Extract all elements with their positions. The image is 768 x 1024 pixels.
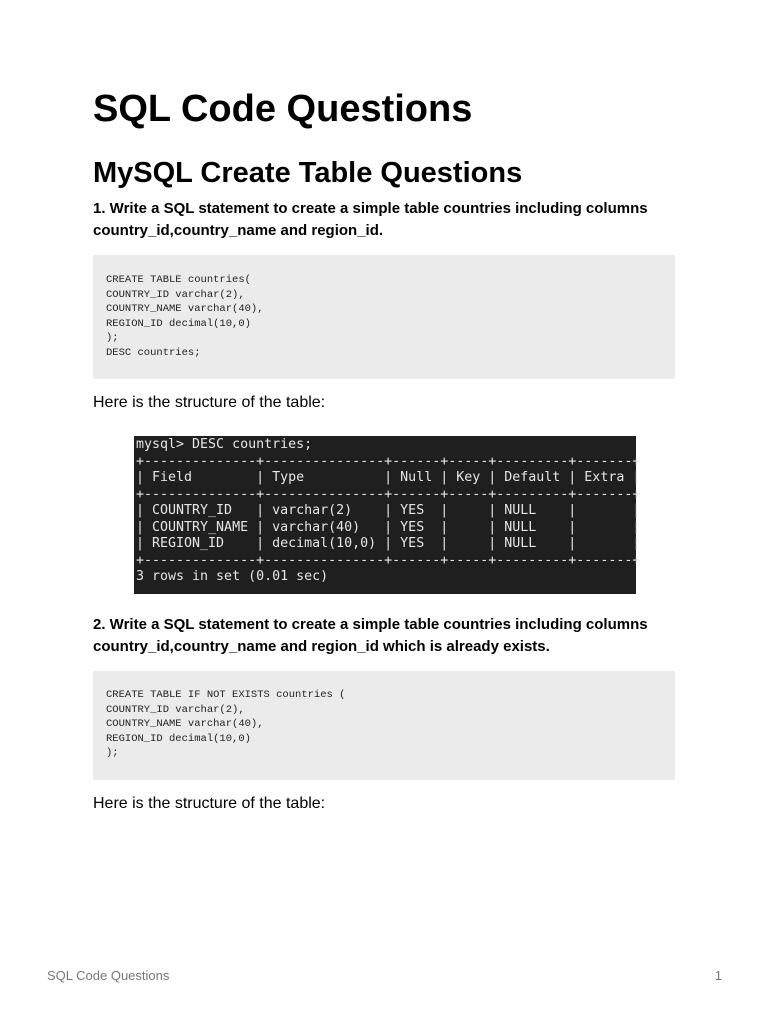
question-2-code: CREATE TABLE IF NOT EXISTS countries ( COUNTRY_ID varchar(2), COUNTRY_NAME varchar(40), REGION_ID decimal(10,0) ); — [106, 689, 346, 759]
question-2-structure-label: Here is the structure of the table: — [93, 795, 326, 812]
question-2-code-block — [93, 671, 675, 780]
document-title: SQL Code Questions — [93, 88, 473, 130]
question-1-code-block — [93, 255, 675, 379]
terminal-output: mysql> DESC countries; +--------------+---------------+------+-----+---------+-------+ | Field | Type | Null | Key | Default | Extra | +--------------+---------------+------+-----+---------+-------+ | COUNTRY_ID | varchar(2) | YES | | NULL | | | COUNTRY_NAME | varchar(40) | YES | | NULL | | | REGION_ID | decimal(10,0) | YES | | NULL | | +--------------+---------------+------+-----+---------+-------+ 3 rows in set (0.01 sec) — [136, 437, 641, 584]
question-2-text: 2. Write a SQL statement to create a simple table countries including columns country_id,country_name and region_id which is already exists. — [93, 616, 648, 655]
question-1-structure-label: Here is the structure of the table: — [93, 394, 326, 411]
terminal-screenshot — [134, 436, 641, 594]
section-title: MySQL Create Table Questions — [93, 157, 523, 189]
footer-page-number: 1 — [714, 968, 722, 983]
question-1-text: 1. Write a SQL statement to create a simple table countries including columns country_id,country_name and region_id. — [93, 200, 648, 239]
footer-document-title: SQL Code Questions — [47, 968, 170, 983]
question-1-code: CREATE TABLE countries( COUNTRY_ID varchar(2), COUNTRY_NAME varchar(40), REGION_ID decimal(10,0) ); DESC countries; — [106, 274, 264, 359]
